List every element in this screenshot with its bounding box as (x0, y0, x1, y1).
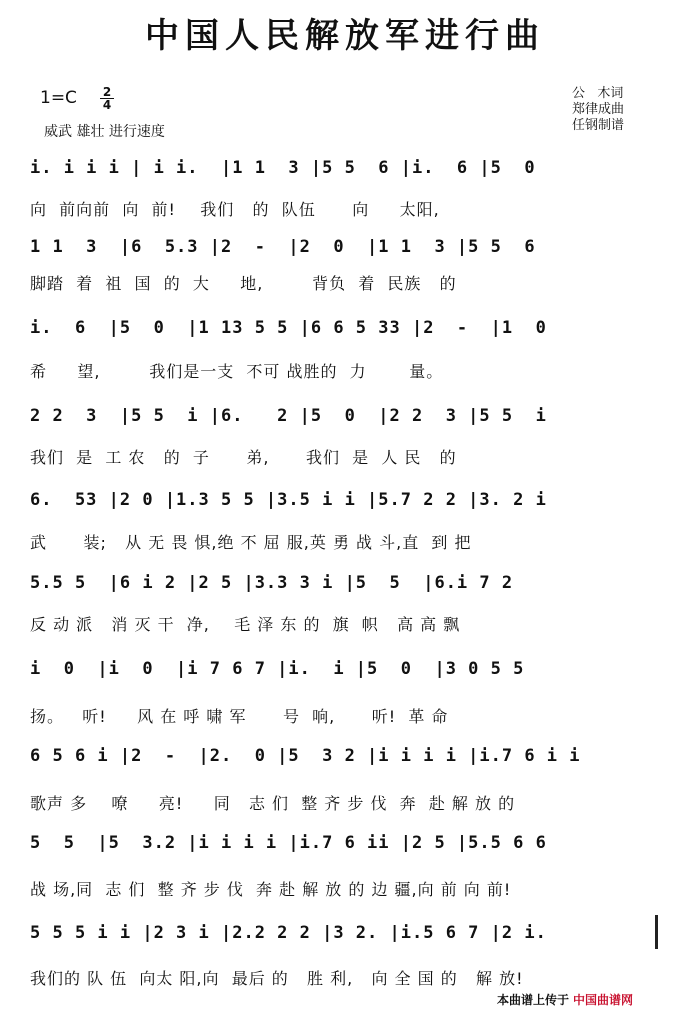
notation-line: 2 2 3 |5 5 i |6. 2 |5 0 |2 2 3 |5 5 i (30, 406, 547, 426)
score-system-1 (30, 150, 670, 186)
notation-line: i. i i i | i i. |1 1 3 |5 5 6 |i. 6 |5 0 (30, 158, 536, 178)
footer-credit[interactable] (497, 991, 633, 1008)
notation-line: 6 5 6 i |2 - |2. 0 |5 3 2 |i i i i |i.7 6 i i (30, 746, 581, 766)
notation-line: 6. 53 |2 0 |1.3 5 5 |3.5 i i |5.7 2 2 |3. 2 i (30, 490, 547, 510)
final-barline (655, 915, 658, 949)
score-system-3 (30, 310, 670, 346)
score-system-5 (30, 482, 670, 518)
notation-line: 5.5 5 |6 i 2 |2 5 |3.3 3 i |5 5 |6.i 7 2 (30, 573, 514, 593)
score-system-10 (30, 915, 670, 951)
lyrics-line-3: 希 望, 我们是一支 不可 战胜的 力 量。 (30, 362, 444, 381)
lyrics-line-10: 我们的 队 伍 向太 阳,向 最后 的 胜 利, 向 全 国 的 解 放! (30, 969, 524, 988)
lyrics-line-7: 扬。 听! 风 在 呼 啸 军 号 响, 听! 革 命 (30, 707, 449, 726)
score-system-7 (30, 651, 670, 687)
lyrics-line-1: 向 前向前 向 前! 我们 的 队伍 向 太阳, (30, 200, 440, 219)
meter-numerator: 2 (100, 86, 114, 99)
notation-line: i 0 |i 0 |i 7 6 7 |i. i |5 0 |3 0 5 5 (30, 659, 525, 679)
lyrics-line-9: 战 场,同 志 们 整 齐 步 伐 奔 赴 解 放 的 边 疆,向 前 向 前! (30, 880, 512, 899)
score-system-2 (30, 229, 670, 265)
score-system-6 (30, 565, 670, 601)
composer-credit: 郑律成曲 (572, 102, 625, 117)
credits (572, 86, 624, 134)
lyrics-line-6: 反 动 派 消 灭 干 净, 毛 泽 东 的 旗 帜 高 高 飘 (30, 615, 461, 634)
lyrics-line-2: 脚踏 着 祖 国 的 大 地, 背负 着 民族 的 (30, 274, 457, 293)
site-brand[interactable]: 中国曲谱网 (573, 993, 634, 1007)
notation-line: 5 5 5 i i |2 3 i |2.2 2 2 |3 2. |i.5 6 7 |2 i. (30, 923, 547, 943)
lyrics-line-5: 武 装; 从 无 畏 惧,绝 不 屈 服,英 勇 战 斗,直 到 把 (30, 533, 472, 552)
engraver-credit: 任钢制谱 (572, 118, 625, 133)
notation-line: 5 5 |5 3.2 |i i i i |i.7 6 ii |2 5 |5.5 6 6 (30, 833, 547, 853)
score-system-8 (30, 738, 670, 774)
score-system-4 (30, 398, 670, 434)
score-system-9 (30, 825, 670, 861)
tempo-marking: 威武 雄壮 进行速度 (44, 124, 165, 140)
key-signature: 1=C (40, 88, 77, 108)
song-title: 中国人民解放军进行曲 (145, 16, 545, 56)
time-signature (100, 86, 114, 111)
lyrics-line-4: 我们 是 工 农 的 子 弟, 我们 是 人 民 的 (30, 448, 457, 467)
lyrics-line-8: 歌声 多 嘹 亮! 同 志 们 整 齐 步 伐 奔 赴 解 放 的 (30, 794, 516, 813)
lyricist-credit: 公 木词 (572, 86, 624, 101)
meter-denominator: 4 (102, 98, 112, 112)
notation-line: i. 6 |5 0 |1 13 5 5 |6 6 5 33 |2 - |1 0 (30, 318, 547, 338)
upload-label: 本曲谱上传于 (497, 993, 570, 1007)
notation-line: 1 1 3 |6 5.3 |2 - |2 0 |1 1 3 |5 5 6 (30, 237, 536, 257)
